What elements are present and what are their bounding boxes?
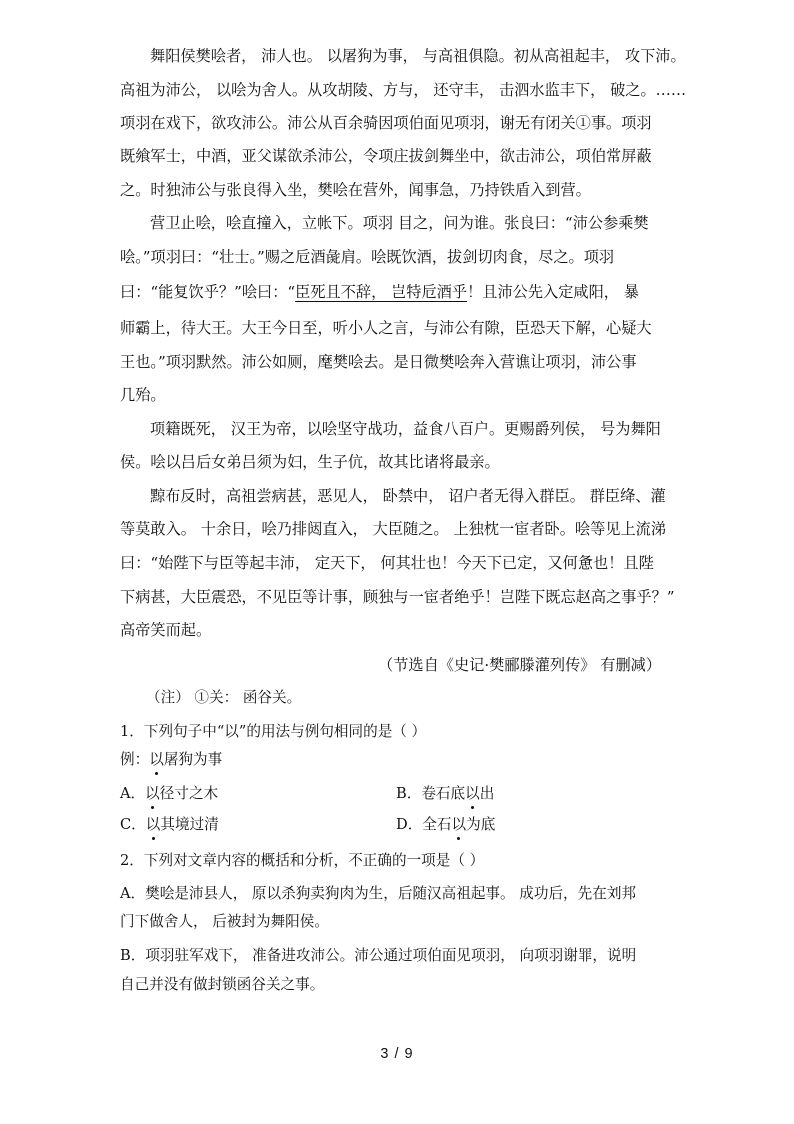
emphasis-char: 以 [145, 816, 161, 833]
emphasis-char: 以 [465, 785, 480, 802]
passage-line: 营卫止哙，哙直撞入，立帐下。项羽 目之，问为谁。张良曰：“沛公参乘樊 [150, 214, 649, 232]
passage-text: 曰：“能复饮乎？”哙曰：“ [120, 283, 296, 301]
passage-line: 项籍既死， 汉王为帝，以哙坚守战功，益食八百户。更赐爵列侯， 号为舞阳 [150, 420, 661, 438]
passage-line: 哙。”项羽曰：“壮士。”赐之卮酒彘肩。哙既饮酒，拔剑切肉食，尽之。项羽 [120, 248, 615, 266]
passage-line: 等莫敢入。 十余日，哙乃排闼直入， 大臣随之。 上独枕一宦者卧。哙等见上流涕 [120, 520, 667, 538]
passage-line: 既飨军士，中酒，亚父谋欲杀沛公，令项庄拔剑舞坐中，欲击沛公，项伯常屏蔽 [120, 147, 652, 165]
option-text: 为底 [466, 816, 496, 833]
option-d[interactable] [396, 815, 636, 835]
option-text: 径寸之木 [159, 785, 219, 802]
passage-line: 侯。哙以吕后女弟吕须为妇，生子伉，故其比诸将最亲。 [120, 453, 500, 471]
question-2-stem: 2．下列对文章内容的概括和分析，不正确的一项是（ ） [120, 852, 485, 869]
question-1-example [120, 750, 680, 770]
option-text: 全石 [422, 816, 452, 833]
passage-line: 黥布反时，高祖尝病甚，恶见人， 卧禁中， 诏户者无得入群臣。 群臣绛、灌 [150, 487, 666, 505]
passage-line: 曰：“始陛下与臣等起丰沛， 定天下， 何其壮也！今天下已定，又何惫也！且陛 [120, 554, 654, 572]
passage-line: 高祖为沛公， 以哙为舍人。从攻胡陵、方与， 还守丰， 击泗水监丰下， 破之。…… [120, 81, 687, 99]
passage-line-underlined [120, 282, 680, 302]
passage-line: 王也。”项羽默然。沛公如厕，麾樊哙去。是日微樊哙奔入营谯让项羽，沛公事 [120, 353, 637, 371]
passage-line: 几殆。 [120, 386, 166, 404]
option-text: 其境过清 [160, 816, 219, 833]
emphasis-char: 以 [451, 816, 467, 833]
emphasis-char: 以 [145, 785, 160, 802]
example-label: 例： [120, 751, 150, 768]
option-b-line[interactable]: 自己并没有做封锁函谷关之事。 [120, 976, 325, 993]
option-letter: A． [120, 785, 146, 802]
footnote: （注） ①关： 函谷关。 [146, 689, 302, 706]
underlined-sentence: 臣死且不辞， 岂特卮酒乎 [295, 283, 468, 301]
source-citation: （节选自《史记·樊郦滕灌列传》 有删减） [378, 656, 662, 674]
passage-line: 下病甚，大臣震恐，不见臣等计事，顾独与一宦者绝乎！岂陛下既忘赵高之事乎？” [120, 588, 675, 606]
option-letter: C． [120, 816, 146, 833]
passage-line: 项羽在戏下，欲攻沛公。沛公从百余骑因项伯面见项羽，谢无有闭关①事。项羽 [120, 114, 652, 132]
option-text: 卷石底 [421, 785, 466, 802]
option-c[interactable] [120, 815, 360, 835]
passage-line: 高帝笑而起。 [120, 621, 212, 639]
passage-line: 舞阳侯樊哙者， 沛人也。 以屠狗为事， 与高祖俱隐。初从高祖起丰， 攻下沛。 [150, 47, 686, 65]
option-a-line[interactable]: A．樊哙是沛县人， 原以杀狗卖狗肉为生，后随汉高祖起事。 成功后，先在刘邦 [120, 885, 637, 902]
option-b[interactable] [396, 784, 636, 804]
option-b-line[interactable]: B．项羽驻军戏下， 准备进攻沛公。沛公通过项伯面见项羽， 向项羽谢罪，说明 [120, 947, 637, 964]
passage-text: ！且沛公先入定咸阳， 暴 [467, 283, 639, 301]
passage-line: 之。时独沛公与张良得入坐，樊哙在营外，闻事急，乃持铁盾入到营。 [120, 181, 591, 199]
passage-line: 师霸上，待大王。大王今日至，听小人之言，与沛公有隙，臣恐天下解，心疑大 [120, 319, 652, 337]
option-a-line[interactable]: 门下做舍人， 后被封为舞阳侯。 [120, 913, 329, 930]
question-1-stem: 1．下列句子中“以”的用法与例句相同的是（ ） [120, 723, 427, 740]
option-a[interactable] [120, 784, 360, 804]
emphasis-char: 以 [149, 751, 164, 768]
page-number: 3 / 9 [380, 1046, 414, 1062]
option-text: 出 [479, 785, 495, 802]
example-text: 屠狗为事 [163, 751, 223, 768]
option-letter: D． [396, 816, 423, 833]
option-letter: B． [396, 785, 422, 802]
